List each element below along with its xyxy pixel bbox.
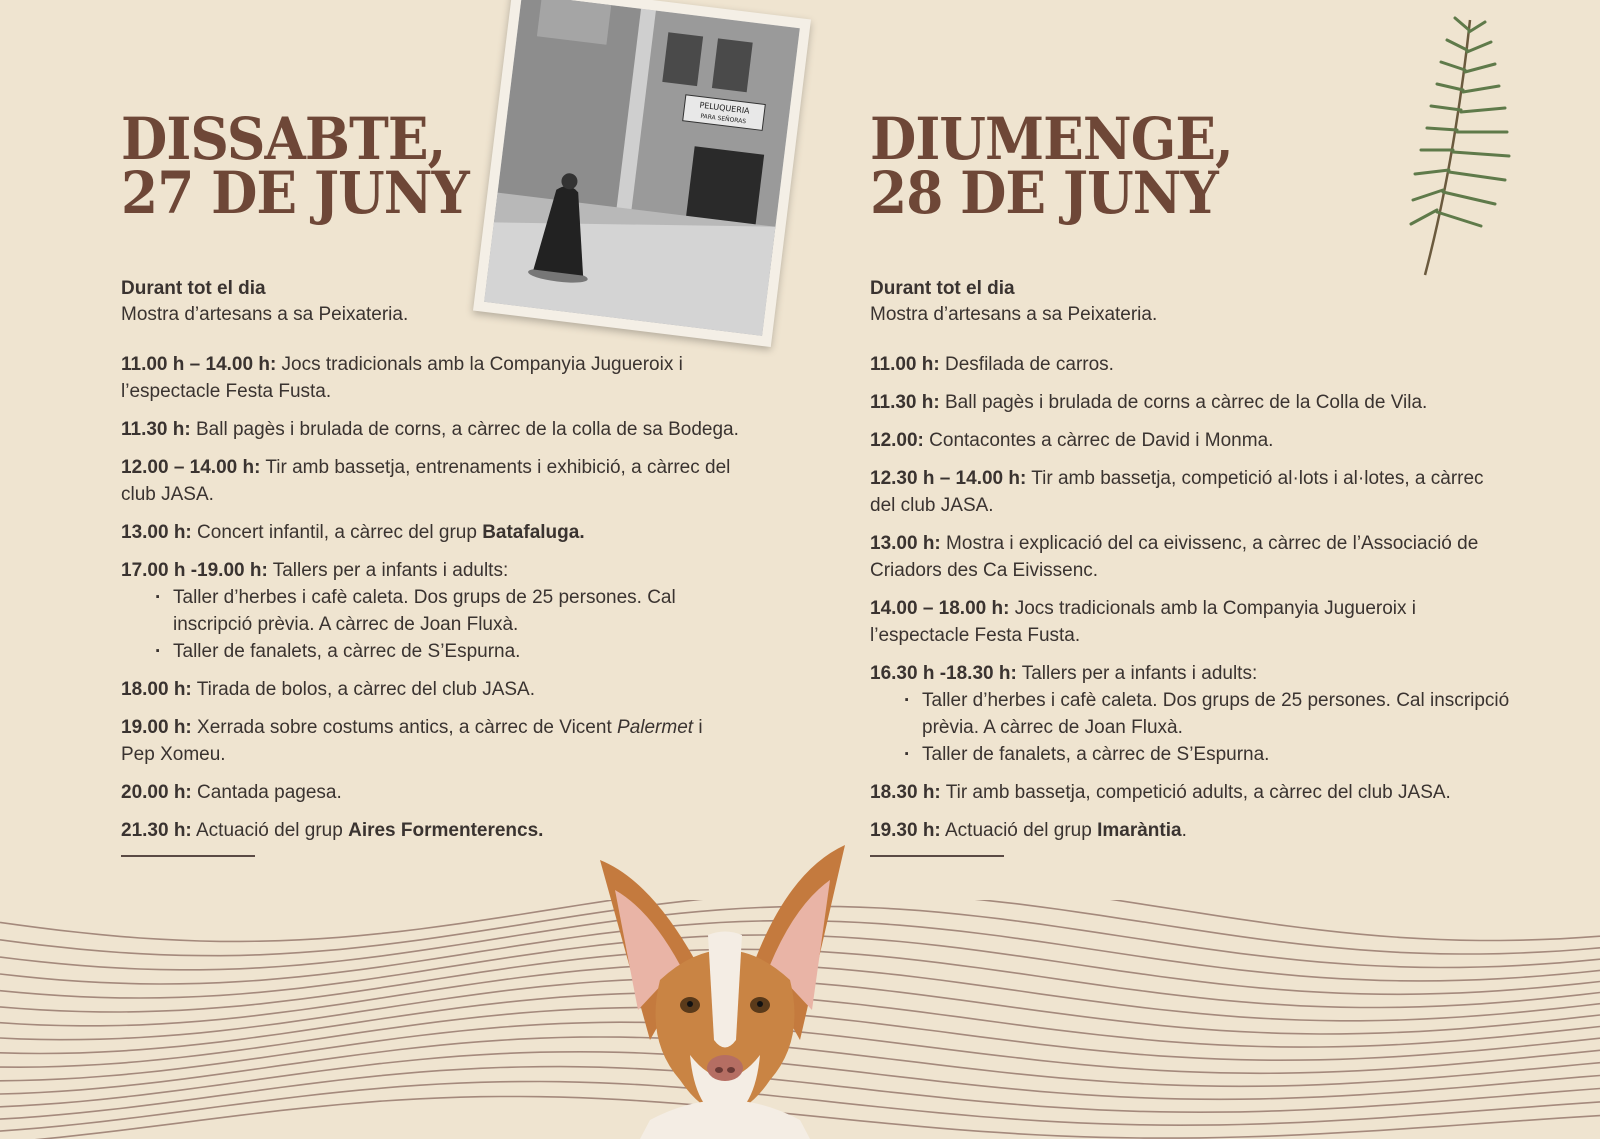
schedule-text: Contacontes a càrrec de David i Monma. (923, 430, 1274, 451)
performer-name: Aires Formenterencs. (348, 820, 544, 841)
sunday-column (870, 105, 1510, 857)
schedule-time: 13.00 h: (121, 522, 192, 543)
schedule-text: Tir amb bassetja, competició adults, a càrrec del club JASA. (940, 782, 1451, 803)
workshop-item: · Taller d’herbes i cafè caleta. Dos grups de 25 persones. Cal inscripció prèvia. A càrrec de Joan Fluxà. (159, 584, 741, 638)
schedule-text: Tallers per a infants i adults: (267, 560, 509, 581)
schedule-time: 11.30 h: (870, 392, 940, 413)
schedule-item (121, 519, 741, 546)
sunday-title-line2: 28 DE JUNY (870, 159, 1218, 227)
schedule-time: 18.00 h: (121, 679, 192, 700)
performer-name: Batafaluga. (482, 522, 585, 543)
schedule-text: Xerrada sobre costums antics, a càrrec de Vicent (191, 717, 618, 738)
schedule-text: Jocs tradicionals amb la Companyia Jugueroix i l’espectacle Festa Fusta. (870, 598, 1417, 646)
allday-heading: Durant tot el dia (870, 278, 1015, 299)
schedule-text: Desfilada de carros. (939, 354, 1114, 375)
schedule-text: Tirada de bolos, a càrrec del club JASA. (191, 679, 535, 700)
schedule-item (870, 530, 1510, 584)
schedule-time: 12.00: (870, 430, 924, 451)
sunday-title-line1: DIUMENGE, (870, 105, 1233, 173)
schedule-text: Concert infantil, a càrrec del grup (191, 522, 483, 543)
schedule-time: 21.30 h: (121, 820, 192, 841)
schedule-time: 11.30 h: (121, 419, 191, 440)
allday-heading: Durant tot el dia (121, 278, 266, 299)
schedule-text-after: . (1181, 820, 1187, 841)
schedule-item (121, 351, 741, 405)
allday-text: Mostra d’artesans a sa Peixateria. (121, 304, 409, 325)
schedule-item (870, 779, 1510, 806)
schedule-item (121, 416, 741, 443)
divider (121, 855, 255, 857)
sunday-schedule (870, 351, 1510, 844)
schedule-time: 11.00 h – 14.00 h: (121, 354, 277, 375)
performer-name: Imaràntia (1097, 820, 1182, 841)
schedule-item (870, 660, 1510, 768)
saturday-title-line1: DISSABTE, (121, 105, 446, 173)
schedule-text: Actuació del grup (191, 820, 349, 841)
schedule-time: 13.00 h: (870, 533, 941, 554)
schedule-text: Actuació del grup (940, 820, 1098, 841)
allday-text: Mostra d’artesans a sa Peixateria. (870, 304, 1158, 325)
schedule-text: Ball pagès i brulada de corns a càrrec de la Colla de Vila. (939, 392, 1428, 413)
saturday-title (121, 105, 691, 227)
schedule-item (870, 427, 1510, 454)
schedule-text: Tir amb bassetja, entrenaments i exhibició, a càrrec del club JASA. (121, 457, 731, 505)
schedule-text: Cantada pagesa. (191, 782, 342, 803)
schedule-text: Jocs tradicionals amb la Companyia Jugueroix i l’espectacle Festa Fusta. (121, 354, 683, 402)
schedule-text: Tir amb bassetja, competició al·lots i al·lotes, a càrrec del club JASA. (870, 468, 1484, 516)
saturday-allday (121, 276, 741, 328)
schedule-item (121, 557, 741, 665)
schedule-text: Tallers per a infants i adults: (1016, 663, 1258, 684)
workshop-item: · Taller d’herbes i cafè caleta. Dos grups de 25 persones. Cal inscripció prèvia. A càrrec de Joan Fluxà. (908, 687, 1510, 741)
workshop-item: · Taller de fanalets, a càrrec de S’Espurna. (908, 741, 1510, 768)
schedule-time: 18.30 h: (870, 782, 941, 803)
schedule-item (121, 676, 741, 703)
schedule-time: 19.00 h: (121, 717, 192, 738)
schedule-time: 17.00 h -19.00 h: (121, 560, 268, 581)
schedule-time: 12.30 h – 14.00 h: (870, 468, 1027, 489)
saturday-title-line2: 27 DE JUNY (121, 159, 469, 227)
schedule-time: 14.00 – 18.00 h: (870, 598, 1010, 619)
photo-sign-line1: PELUQUERIA (698, 100, 751, 116)
workshop-list (870, 687, 1510, 768)
schedule-item (121, 454, 741, 508)
schedule-time: 11.00 h: (870, 354, 940, 375)
podenco-dog-image (590, 840, 860, 1139)
sunday-allday (870, 276, 1510, 328)
divider (870, 855, 1004, 857)
schedule-time: 16.30 h -18.30 h: (870, 663, 1017, 684)
photo-sign-line2: PARA SEÑORAS (699, 112, 747, 126)
schedule-item (870, 465, 1510, 519)
schedule-time: 19.30 h: (870, 820, 941, 841)
workshop-list (121, 584, 741, 665)
schedule-item (870, 389, 1510, 416)
schedule-item (121, 779, 741, 806)
schedule-item (870, 817, 1510, 844)
schedule-item (121, 714, 741, 768)
schedule-text: Mostra i explicació del ca eivissenc, a càrrec de l’Associació de Criadors des Ca Eivissenc. (870, 533, 1479, 581)
workshop-item: · Taller de fanalets, a càrrec de S’Espurna. (159, 638, 741, 665)
nickname: Palermet (617, 717, 694, 738)
schedule-text-after: i Pep Xomeu. (121, 717, 703, 765)
schedule-time: 20.00 h: (121, 782, 192, 803)
schedule-text: Ball pagès i brulada de corns, a càrrec de la colla de sa Bodega. (190, 419, 739, 440)
saturday-schedule (121, 351, 741, 844)
sunday-title (870, 105, 1459, 227)
schedule-item (870, 351, 1510, 378)
schedule-time: 12.00 – 14.00 h: (121, 457, 261, 478)
schedule-item (870, 595, 1510, 649)
